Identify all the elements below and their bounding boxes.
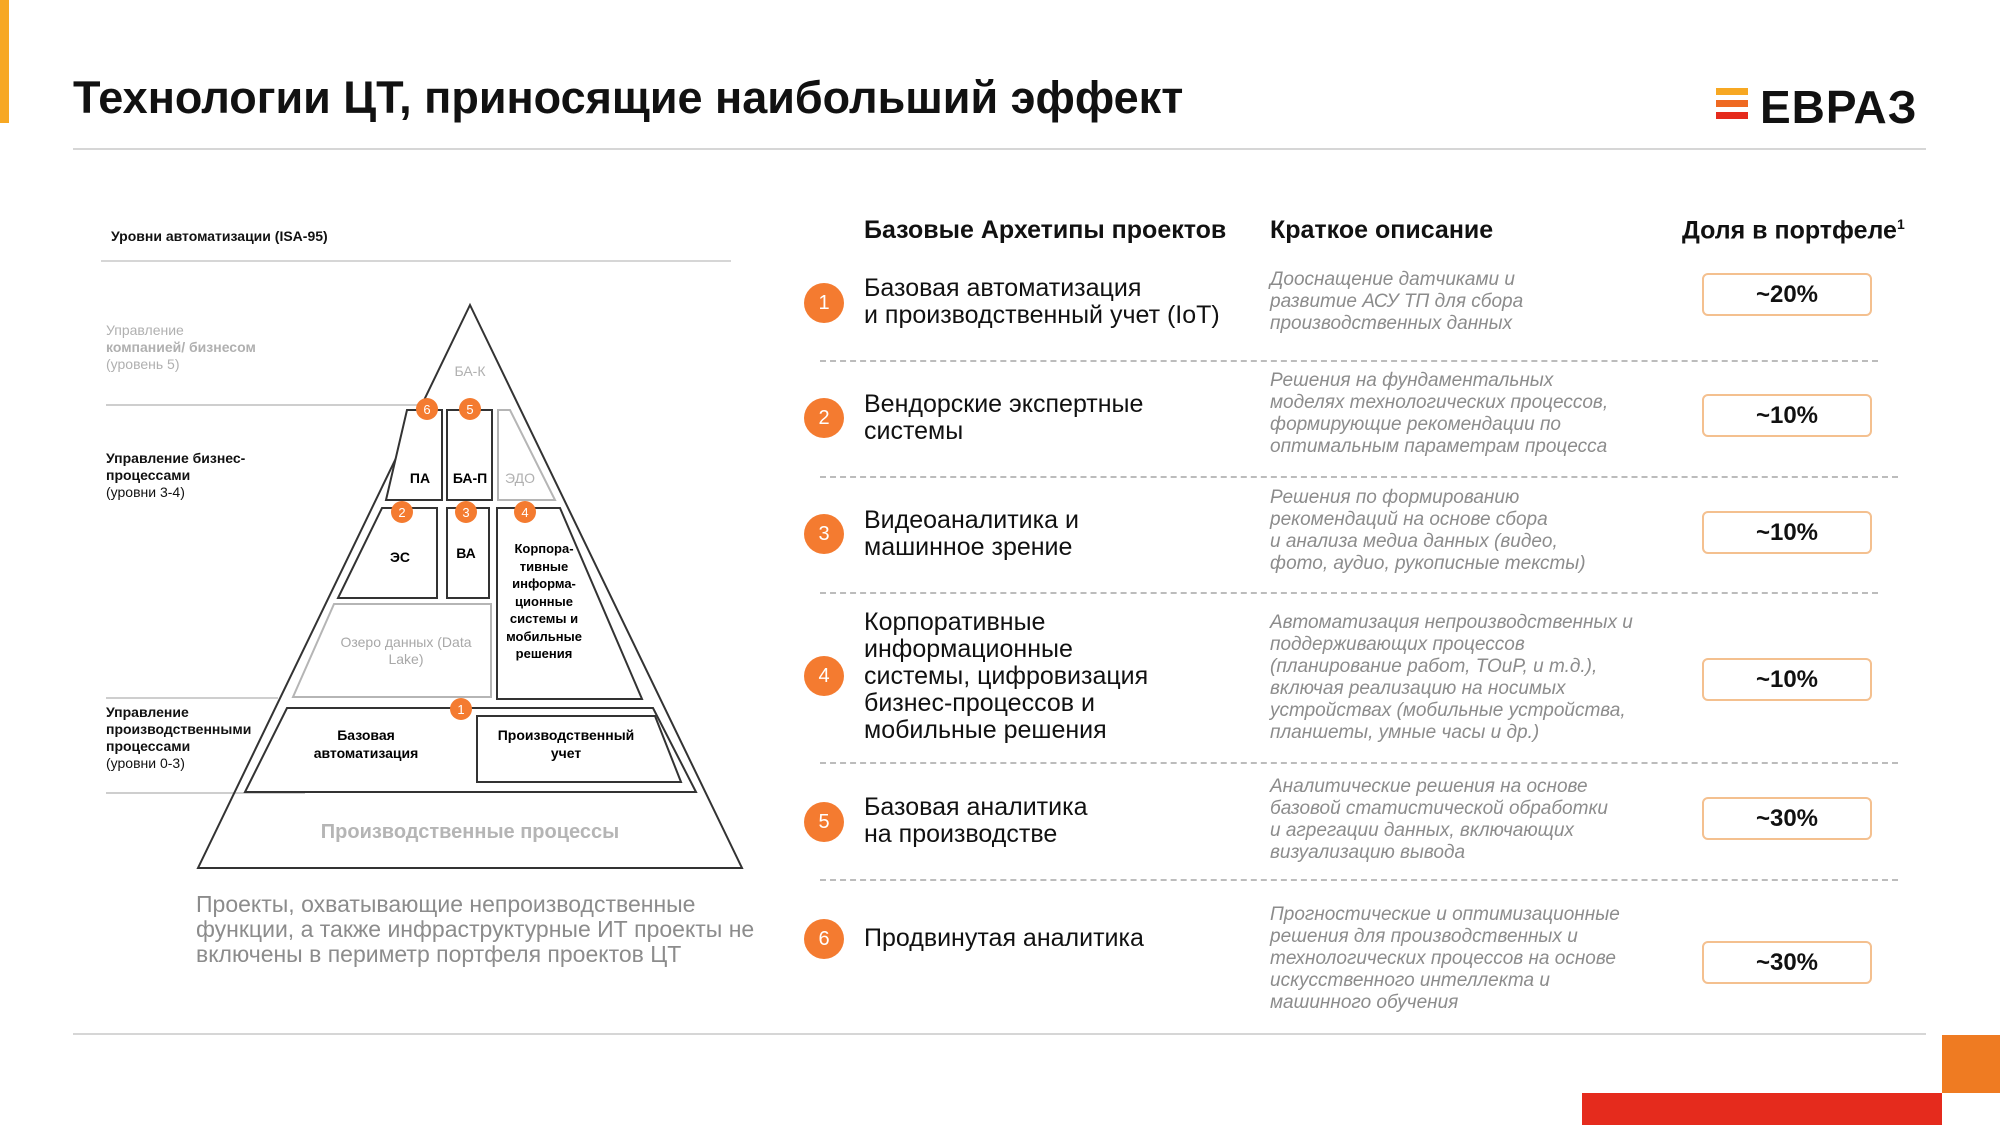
marker-3 [455,501,477,523]
row-1-title: Базовая автоматизация и производственный учет (IoT) [864,274,1220,329]
page-title: Технологии ЦТ, приносящие наибольший эффект [73,72,1184,123]
prod-processes-label: Производственные процессы [320,821,620,843]
ba-k-label: БА-К [454,363,486,379]
corp-label-7: решения [515,646,573,661]
marker-1 [450,698,472,720]
row-4-desc: Автоматизация непроизводственных и поддерживающих процессов (планирование работ, TOuP, и т.д.), включая реализацию на носимых устройствах (мобильные устройства, планшеты, умные часы и др.) [1270,612,1633,743]
row-3-share: ~10% [1702,511,1872,554]
ba-p-label: БА-П [452,470,488,486]
row-6-badge: 6 [804,919,844,959]
row-divider-2 [820,476,1898,478]
marker-4 [514,501,536,523]
data-lake-label-line1: Озеро данных (Data [340,634,472,650]
row-2-desc: Решения на фундаментальных моделях технологических процессов, формирующие рекомендации по оптимальным параметрам процесса [1270,370,1609,457]
corp-label-2: тивные [519,559,569,574]
svg-text:6: 6 [423,402,431,417]
edo-label: ЭДО [505,470,535,486]
footer-red-block [1582,1093,1942,1125]
header-description: Краткое описание [1270,216,1494,244]
data-lake-label-line2: Lake) [388,651,424,667]
level-3-4-label: Управление бизнес- процессами (уровни 3-4) [106,450,246,500]
row-4-share: ~10% [1702,658,1872,701]
pa-label: ПА [409,470,431,486]
prod-acc-label-2: учет [550,745,582,761]
base-auto-label-1: Базовая [337,727,395,743]
row-3-desc: Решения по формированию рекомендаций на основе сбора и анализа медиа данных (видео, фото, аудио, рукописные тексты) [1270,487,1586,574]
row-1-badge: 1 [804,283,844,323]
row-5-title: Базовая аналитика на производстве [864,793,1088,848]
row-2-title: Вендорские экспертные системы [864,390,1144,445]
row-5-badge: 5 [804,802,844,842]
row-5-share: ~30% [1702,797,1872,840]
svg-text:5: 5 [466,402,474,417]
footer-orange-block [1942,1035,2000,1093]
marker-2 [391,501,413,523]
corp-label-6: мобильные [506,629,582,644]
level-0-3-label: Управление производственными процессами (уровни 0-3) [106,704,252,771]
header-archetypes: Базовые Архетипы проектов [864,216,1227,244]
scope-note: Проекты, охватывающие непроизводственные функции, а также инфраструктурные ИТ проекты не включены в периметр портфеля проектов ЦТ [196,891,755,967]
corp-label-1: Корпора- [514,541,574,556]
svg-text:1: 1 [457,702,465,717]
header-share: Доля в портфеле$^1$ [1682,216,1905,245]
logo-text: ЕВРАЗ [1760,81,1918,133]
row-divider-1 [820,360,1878,362]
marker-6 [416,398,438,420]
row-2-share: ~10% [1702,394,1872,437]
marker-5 [459,398,481,420]
corp-label-3: информа- [512,576,576,591]
row-1-share: ~20% [1702,273,1872,316]
es-block [338,508,437,598]
corp-label-5: системы и [509,611,579,626]
row-6-share: ~30% [1702,941,1872,984]
row-3-title: Видеоаналитика и машинное зрение [864,506,1079,561]
row-2-badge: 2 [804,398,844,438]
va-label: ВА [456,545,476,561]
prod-acc-label-1: Производственный [497,727,635,743]
svg-text:3: 3 [462,505,470,520]
row-6-desc: Прогностические и оптимизационные решения для производственных и технологических процессов на основе искусственного интеллекта и машинного обучения [1270,904,1620,1013]
row-divider-3 [820,592,1878,594]
row-6-title: Продвинутая аналитика [864,924,1144,952]
row-4-badge: 4 [804,656,844,696]
footer-divider [73,1033,1926,1035]
base-auto-label-2: автоматизация [313,745,419,761]
row-1-desc: Дооснащение датчиками и развитие АСУ ТП для сбора производственных данных [1270,269,1524,334]
row-divider-5 [820,879,1898,881]
ba-p-block [447,410,492,500]
level-5-label: Управление компанией/ бизнесом (уровень 5) [106,322,256,372]
row-divider-4 [820,762,1898,764]
row-4-title: Корпоративные информационные системы, цифровизация бизнес-процессов и мобильные решения [864,608,1149,744]
row-5-desc: Аналитические решения на основе базовой статистической обработки и агрегации данных, включающих визуализацию вывода [1270,776,1608,863]
isa-label: Уровни автоматизации (ISA-95) [111,228,328,244]
corp-label-4: ционные [515,594,573,609]
svg-text:4: 4 [521,505,529,520]
svg-text:2: 2 [398,505,406,520]
es-label: ЭС [389,549,411,565]
row-3-badge: 3 [804,514,844,554]
pa-block [386,410,442,500]
